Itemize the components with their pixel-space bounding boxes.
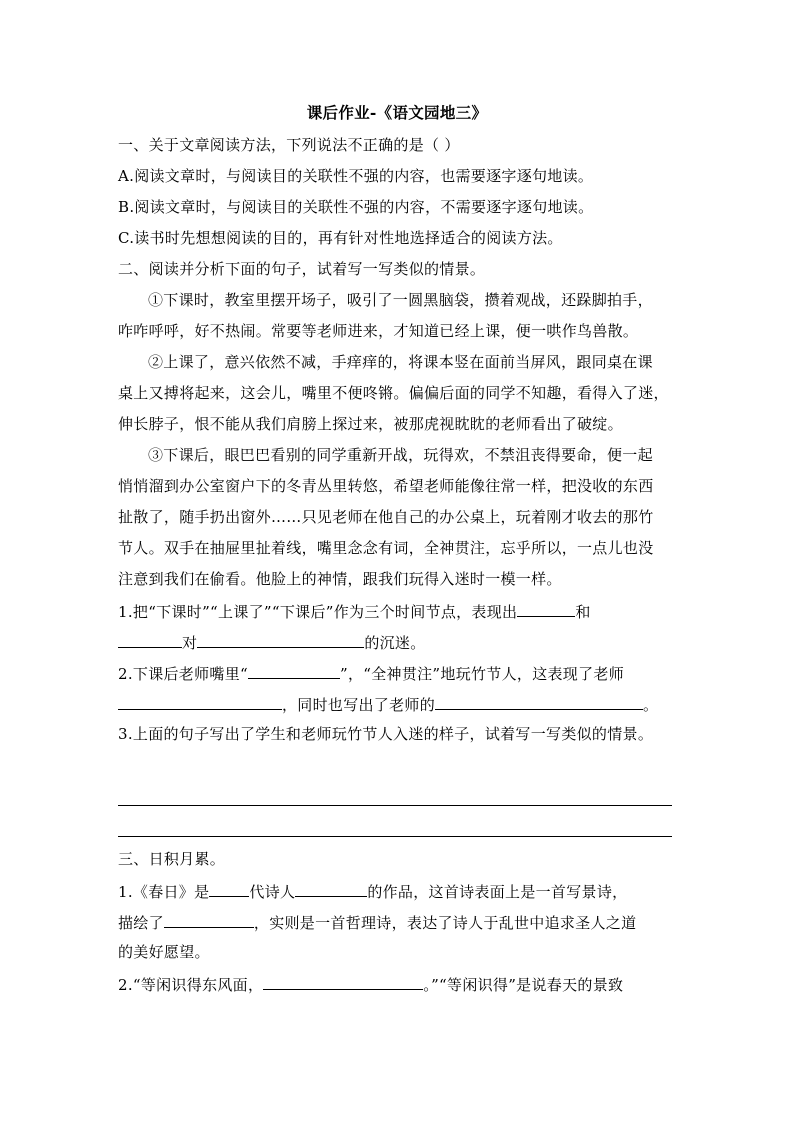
- q2-sub2-text-a: 2.下课后老师嘴里“: [118, 665, 248, 683]
- q3-sub2-text-a: 2.“等闲识得东风面，: [118, 976, 264, 994]
- q1-option-c: C.读书时先想想阅读的目的，再有针对性地选择适合的阅读方法。: [118, 229, 563, 247]
- answer-line-1[interactable]: [118, 805, 672, 806]
- q2-sub2-blank1[interactable]: [248, 662, 340, 679]
- q2-sub2-line2: [118, 693, 678, 715]
- q2-passage2-line2: 桌上又搏将起来，这会儿，嘴里不便咚锵。偏偏后面的同学不知趣，看得入了迷，: [118, 384, 669, 402]
- q2-passage2-line1: ②上课了，意兴依然不减，手痒痒的，将课本竖在面前当屏风，跟同桌在课: [148, 353, 653, 371]
- q2-stem: 二、阅读并分析下面的句子，试着写一写类似的情景。: [118, 260, 486, 278]
- q2-sub1-blank1[interactable]: [517, 600, 575, 617]
- q2-sub1-blank2[interactable]: [118, 631, 182, 648]
- q2-sub2-blank3[interactable]: [435, 693, 643, 710]
- q2-sub1-text-c: 对: [182, 634, 198, 652]
- answer-line-2[interactable]: [118, 836, 672, 837]
- q2-sub1-text-a: 1.把“下课时”“上课了”“下课后”作为三个时间节点，表现出: [118, 603, 518, 621]
- q2-sub1-blank3[interactable]: [197, 631, 364, 648]
- q3-sub1-blank3[interactable]: [164, 911, 254, 928]
- q3-sub1-text-d: 描绘了: [118, 914, 164, 932]
- q2-passage3-line2: 悄悄溜到办公室窗户下的冬青丛里转悠，希望老师能像往常一样，把没收的东西: [118, 477, 654, 495]
- q3-sub1-text-a: 1.《春日》是: [118, 883, 210, 901]
- q2-passage2-line3: 伸长脖子，恨不能从我们肩膀上探过来，被那虎视眈眈的老师看出了破绽。: [118, 415, 623, 433]
- q2-sub2-text-b: ”，“全神贯注”地玩竹节人，这表现了老师: [339, 665, 624, 683]
- q3-sub1-blank2[interactable]: [295, 880, 367, 897]
- q2-sub2-text-c: ，同时也写出了老师的: [282, 696, 436, 714]
- q2-passage3-line3: 扯散了，随手扔出窗外……只见老师在他自己的办公桌上，玩着刚才收去的那竹: [118, 508, 654, 526]
- q3-sub1-line2: [118, 911, 678, 933]
- q3-sub2-text-b: 。”“等闲识得”是说春天的景致: [423, 976, 624, 994]
- q2-passage1-line2: 咋咋呼呼，好不热闹。常要等老师进来，才知道已经上课，便一哄作鸟兽散。: [118, 322, 639, 340]
- q2-sub2-text-d: 。: [643, 696, 659, 714]
- q3-sub2-line1: [118, 973, 678, 995]
- q2-passage3-line5: 注意到我们在偷看。他脸上的神情，跟我们玩得入迷时一模一样。: [118, 570, 562, 588]
- q2-passage3-line1: ③下课后，眼巴巴看别的同学重新开战，玩得欢，不禁沮丧得要命，便一起: [148, 446, 653, 464]
- q3-sub2-blank1[interactable]: [263, 973, 423, 990]
- q2-sub2-blank2[interactable]: [118, 693, 282, 710]
- q2-sub1-line1: [118, 600, 678, 622]
- page-title: 课后作业-《语文园地三》: [306, 103, 488, 122]
- q1-option-a: A.阅读文章时，与阅读目的关联性不强的内容，也需要逐字逐句地读。: [118, 167, 594, 185]
- q2-sub1-text-b: 和: [575, 603, 591, 621]
- q1-stem: 一、关于文章阅读方法，下列说法不正确的是（ ）: [118, 136, 460, 154]
- q3-sub1-line3: 的美好愿望。: [118, 943, 210, 961]
- q1-option-b: B.阅读文章时，与阅读目的关联性不强的内容，不需要逐字逐句地读。: [118, 198, 594, 216]
- q2-sub1-line2: [118, 631, 678, 653]
- q2-passage3-line4: 节人。双手在抽屉里扯着线，嘴里念念有词，全神贯注，忘乎所以，一点儿也没: [118, 539, 654, 557]
- q2-passage1-line1: ①下课时，教室里摆开场子，吸引了一圆黑脑袋，攒着观战，还跺脚拍手，: [148, 291, 653, 309]
- q3-sub1-text-b: 代诗人: [249, 883, 296, 901]
- q2-sub1-text-d: 的沉迷。: [364, 634, 426, 652]
- q3-sub1-blank1[interactable]: [209, 880, 249, 897]
- q3-sub1-text-e: ，实则是一首哲理诗，表达了诗人于乱世中追求圣人之道: [253, 914, 637, 932]
- q2-sub2-line1: [118, 662, 678, 684]
- q3-stem: 三、日积月累。: [118, 850, 226, 868]
- q2-sub3: 3.上面的句子写出了学生和老师玩竹节人入迷的样子，试着写一写类似的情景。: [118, 725, 654, 743]
- q3-sub1-line1: [118, 880, 678, 902]
- q3-sub1-text-c: 的作品，这首诗表面上是一首写景诗，: [367, 883, 628, 901]
